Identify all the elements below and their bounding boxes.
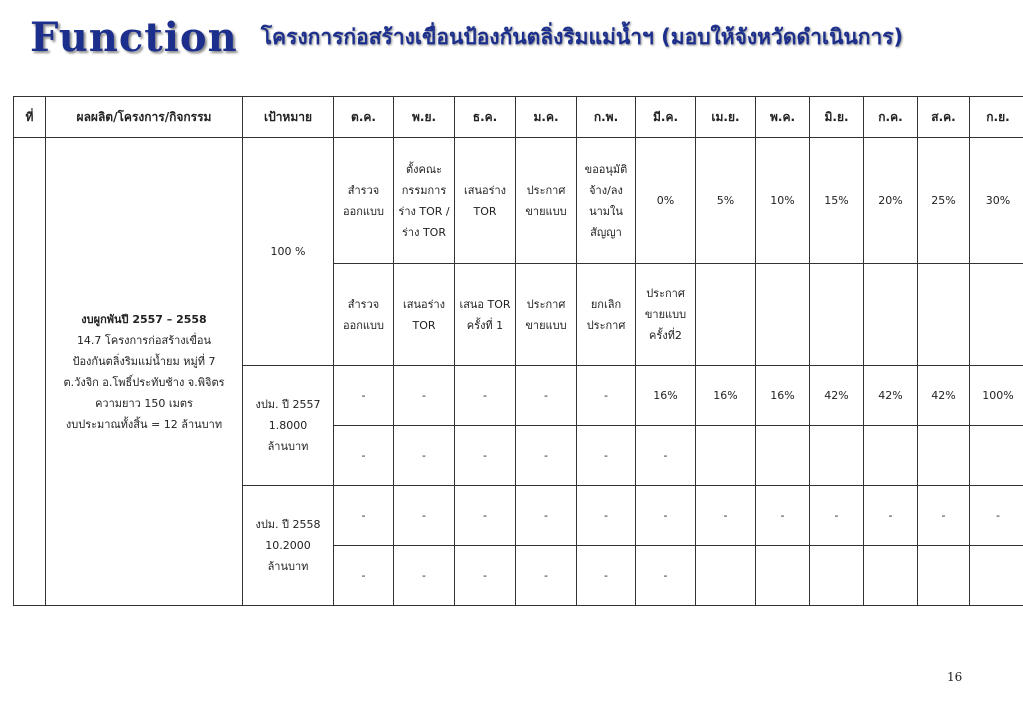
month-cell [864, 546, 918, 606]
month-cell: - [394, 366, 455, 426]
slide-title [30, 14, 903, 64]
plan-table [13, 96, 1023, 606]
title-main: Function [30, 14, 238, 61]
month-cell: - [334, 426, 394, 486]
budget-line: 1.8000 [268, 419, 308, 432]
month-cell: 16% [696, 366, 756, 426]
column-header: เม.ย. [696, 97, 756, 138]
column-header: พ.ย. [394, 97, 455, 138]
column-header: ก.พ. [577, 97, 636, 138]
column-header: เป้าหมาย [243, 97, 334, 138]
month-cell: - [455, 366, 516, 426]
month-cell: 5% [696, 138, 756, 264]
budget-line: ล้านบาท [267, 560, 309, 573]
month-cell: - [864, 486, 918, 546]
month-cell: ยกเลิกประกาศ [577, 264, 636, 366]
project-line: ป้องกันตลิ่งริมแม่น้ำยม หมู่ที่ 7 [72, 354, 216, 368]
month-cell: - [455, 546, 516, 606]
month-cell: - [516, 486, 577, 546]
month-cell: - [394, 546, 455, 606]
budget-line: 10.2000 [265, 539, 311, 552]
month-cell: 100% [970, 366, 1023, 426]
month-cell: - [636, 486, 696, 546]
budget-line: งปม. ปี 2557 [255, 398, 321, 411]
month-cell: เสนอร่าง TOR [394, 264, 455, 366]
month-cell: - [577, 426, 636, 486]
column-header: ส.ค. [918, 97, 970, 138]
month-cell: 0% [636, 138, 696, 264]
month-cell: - [577, 546, 636, 606]
target-cell: 100 % [243, 138, 334, 366]
month-cell: สำรวจออกแบบ [334, 264, 394, 366]
month-cell [970, 546, 1023, 606]
month-cell: - [516, 426, 577, 486]
month-cell [756, 264, 810, 366]
month-cell: - [696, 486, 756, 546]
budget-2558-cell [243, 486, 334, 606]
month-cell [918, 264, 970, 366]
month-cell [810, 546, 864, 606]
month-cell: 16% [636, 366, 696, 426]
month-cell: เสนอ TOR ครั้งที่ 1 [455, 264, 516, 366]
month-cell: - [394, 486, 455, 546]
month-cell: 20% [864, 138, 918, 264]
month-cell [970, 264, 1023, 366]
column-header: มี.ค. [636, 97, 696, 138]
column-header: ก.ค. [864, 97, 918, 138]
column-header: ต.ค. [334, 97, 394, 138]
month-cell: - [636, 426, 696, 486]
month-cell: - [334, 486, 394, 546]
project-line: งบประมาณทั้งสิ้น = 12 ล้านบาท [65, 417, 223, 431]
month-cell: 30% [970, 138, 1023, 264]
month-cell [918, 546, 970, 606]
month-cell [696, 546, 756, 606]
column-header: ที่ [14, 97, 46, 138]
month-cell [918, 426, 970, 486]
month-cell [756, 426, 810, 486]
month-cell: 42% [810, 366, 864, 426]
table-row [14, 138, 1023, 264]
month-cell: - [636, 546, 696, 606]
column-header: พ.ค. [756, 97, 810, 138]
month-cell: - [577, 486, 636, 546]
month-cell: ประกาศขายแบบ [516, 138, 577, 264]
month-cell: - [577, 366, 636, 426]
header-row [14, 97, 1023, 138]
budget-2557-cell [243, 366, 334, 486]
month-cell [756, 546, 810, 606]
month-cell: ขออนุมัติจ้าง/ลงนามในสัญญา [577, 138, 636, 264]
column-header: ธ.ค. [455, 97, 516, 138]
month-cell: ประกาศขายแบบ [516, 264, 577, 366]
month-cell [810, 264, 864, 366]
month-cell: - [810, 486, 864, 546]
month-cell [864, 264, 918, 366]
month-cell [696, 426, 756, 486]
month-cell: - [756, 486, 810, 546]
month-cell: ประกาศขายแบบครั้งที่2 [636, 264, 696, 366]
project-line: ความยาว 150 เมตร [95, 396, 193, 410]
month-cell: - [516, 366, 577, 426]
month-cell [970, 426, 1023, 486]
month-cell: 16% [756, 366, 810, 426]
project-description [46, 138, 243, 606]
month-cell [696, 264, 756, 366]
month-cell: - [334, 546, 394, 606]
month-cell: 10% [756, 138, 810, 264]
month-cell: - [455, 426, 516, 486]
month-cell: 25% [918, 138, 970, 264]
month-cell: ตั้งคณะกรรมการร่าง TOR /ร่าง TOR [394, 138, 455, 264]
project-line: 14.7 โครงการก่อสร้างเขื่อน [76, 333, 212, 347]
month-cell: - [394, 426, 455, 486]
title-subtitle: โครงการก่อสร้างเขื่อนป้องกันตลิ่งริมแม่น้ำฯ (มอบให้จังหวัดดำเนินการ) [260, 25, 904, 49]
column-header: มิ.ย. [810, 97, 864, 138]
index-cell [14, 138, 46, 606]
month-cell: เสนอร่าง TOR [455, 138, 516, 264]
column-header: ม.ค. [516, 97, 577, 138]
budget-line: ล้านบาท [267, 440, 309, 453]
budget-line: งปม. ปี 2558 [255, 518, 321, 531]
page-number: 16 [947, 670, 963, 684]
month-cell: - [918, 486, 970, 546]
month-cell: สำรวจออกแบบ [334, 138, 394, 264]
month-cell: 15% [810, 138, 864, 264]
month-cell: 42% [864, 366, 918, 426]
project-line: ต.วังจิก อ.โพธิ์ประทับช้าง จ.พิจิตร [63, 375, 225, 389]
month-cell: - [455, 486, 516, 546]
month-cell: - [516, 546, 577, 606]
month-cell: - [334, 366, 394, 426]
column-header: ผลผลิต/โครงการ/กิจกรรม [46, 97, 243, 138]
column-header: ก.ย. [970, 97, 1023, 138]
month-cell [864, 426, 918, 486]
project-line: งบผูกพันปี 2557 – 2558 [81, 312, 207, 326]
month-cell: 42% [918, 366, 970, 426]
month-cell: - [970, 486, 1023, 546]
month-cell [810, 426, 864, 486]
